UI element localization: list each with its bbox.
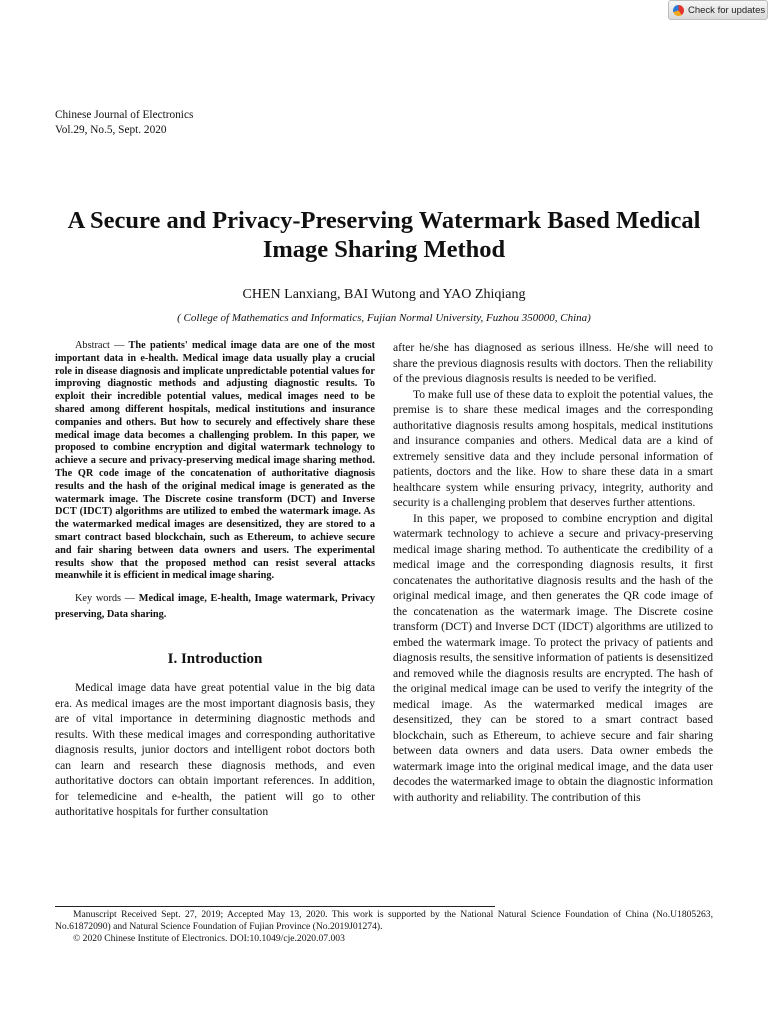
body-paragraph: To make full use of these data to exploit the potential values, the premise is to share these medical images and the corresponding authoritative diagnosis results among hospitals, medical institutions and insurance companies and others. Medical data are a kind of extremely sensitive data and they include personal information of patients, doctors and the like. How to share these data in a smart healthcare system while ensuring privacy, integrity, authority and security is a challenging problem that deserves further attentions. — [393, 387, 713, 509]
paper-authors: CHEN Lanxiang, BAI Wutong and YAO Zhiqiang — [242, 287, 526, 302]
left-column — [55, 340, 375, 820]
body-paragraph: In this paper, we proposed to combine encryption and digital watermark technology to achieve a secure and privacy-preserving medical image sharing method. To authenticate the credibility of a medical image and the corresponding diagnosis results, it first concatenates the authoritative diagnosis results and the hash of the original medical image, and then generates the QR code image of the concatenation as the watermark image. The Discrete cosine transform (DCT) and Inverse DCT (IDCT) algorithms are utilized to embed the watermark image. To protect the privacy of patients and diagnosis results, the sensitive information of patients is desensitized and removed while the diagnosis results are encrypted. The hash of the original medical image can be used to verify the integrity of the medical image. As the watermarked medical images are desensitized, they can be stored to a smart contract based blockchain, such as Ethereum, to achieve secure and fair sharing between data owners and data users. Data owner embeds the watermark image into the original medical image, and the data user decodes the watermarked image to obtain the diagnostic information with authority and reliability. The contribution of this — [393, 511, 713, 804]
check-for-updates-button[interactable] — [668, 0, 768, 20]
keywords-text: Medical image, E-health, Image watermark, Privacy preserving, Data sharing. — [55, 593, 375, 621]
keywords — [55, 591, 375, 623]
manuscript-note: Manuscript Received Sept. 27, 2019; Accepted May 13, 2020. This work is supported by the National Natural Science Foundation of China (No.U1805263, No.61872090) and Natural Science Foundation of Fujian Province (No.2019J01274). — [55, 909, 713, 933]
journal-issue: Vol.29, No.5, Sept. 2020 — [55, 124, 167, 136]
author-affiliation: ( College of Mathematics and Informatics, Fujian Normal University, Fuzhou 350000, China) — [177, 312, 591, 324]
continued-paragraph: after he/she has diagnosed as serious illness. He/she will need to share the previous diagnosis results with doctors. Then the reliability of the previous diagnosis results is needed to be verified. — [393, 341, 713, 385]
abstract-text: The patients' medical image data are one of the most important data in e-health. Medical image data usually play a crucial role in disease diagnosis and implicate unpredictable potential values for improving diagnostic methods and adjusting diagnostic results. To exploit their incredible potential values, medical images need to be shared among different hospitals, medical institutions and insurance companies and others. But how to securely and effectively share these medical image data becomes a challenging problem. In this paper, we proposed to combine encryption and digital watermark technology to achieve a secure and privacy-preserving medical image sharing method. The QR code image of the concatenation of authoritative diagnosis results and the hash of the original medical image is generated as the watermark image. The Discrete cosine transform (DCT) and Inverse DCT (IDCT) algorithms are utilized to embed the watermark image. As the watermarked medical images are desensitized, they are stored to a smart contract based blockchain, such as Ethereum, to achieve secure and fair sharing between data owners and users. The experimental results show that the proposed method can resist several attacks meanwhile it is efficient in medical image sharing. — [55, 340, 375, 582]
intro-paragraph: Medical image data have great potential value in the big data era. As medical images are the most important diagnosis basis, they are of vital importance in determining diagnostic methods and results. With these medical images and corresponding authoritative diagnosis results, junior doctors and intelligent robot doctors both can learn and research these diagnosis methods, and even authoritative doctors can obtain important references. In addition, for telemedicine and e-health, the patient will go to other authoritative hospitals for further consultation — [55, 681, 375, 819]
abstract-label: Abstract — — [75, 340, 125, 351]
copyright-note: © 2020 Chinese Institute of Electronics. DOI:10.1049/cje.2020.07.003 — [73, 933, 345, 945]
journal-name: Chinese Journal of Electronics — [55, 109, 194, 121]
crossmark-icon — [673, 5, 684, 16]
footnote — [55, 909, 713, 946]
journal-header — [55, 108, 193, 138]
section-heading-introduction: I. Introduction — [167, 651, 263, 668]
paper-title: A Secure and Privacy-Preserving Watermark Based Medical Image Sharing Method — [67, 207, 701, 263]
footnote-divider — [55, 906, 495, 907]
abstract — [55, 340, 375, 583]
check-for-updates-label: Check for updates — [688, 4, 766, 16]
right-column — [393, 340, 713, 805]
keywords-label: Key words — — [75, 593, 136, 605]
